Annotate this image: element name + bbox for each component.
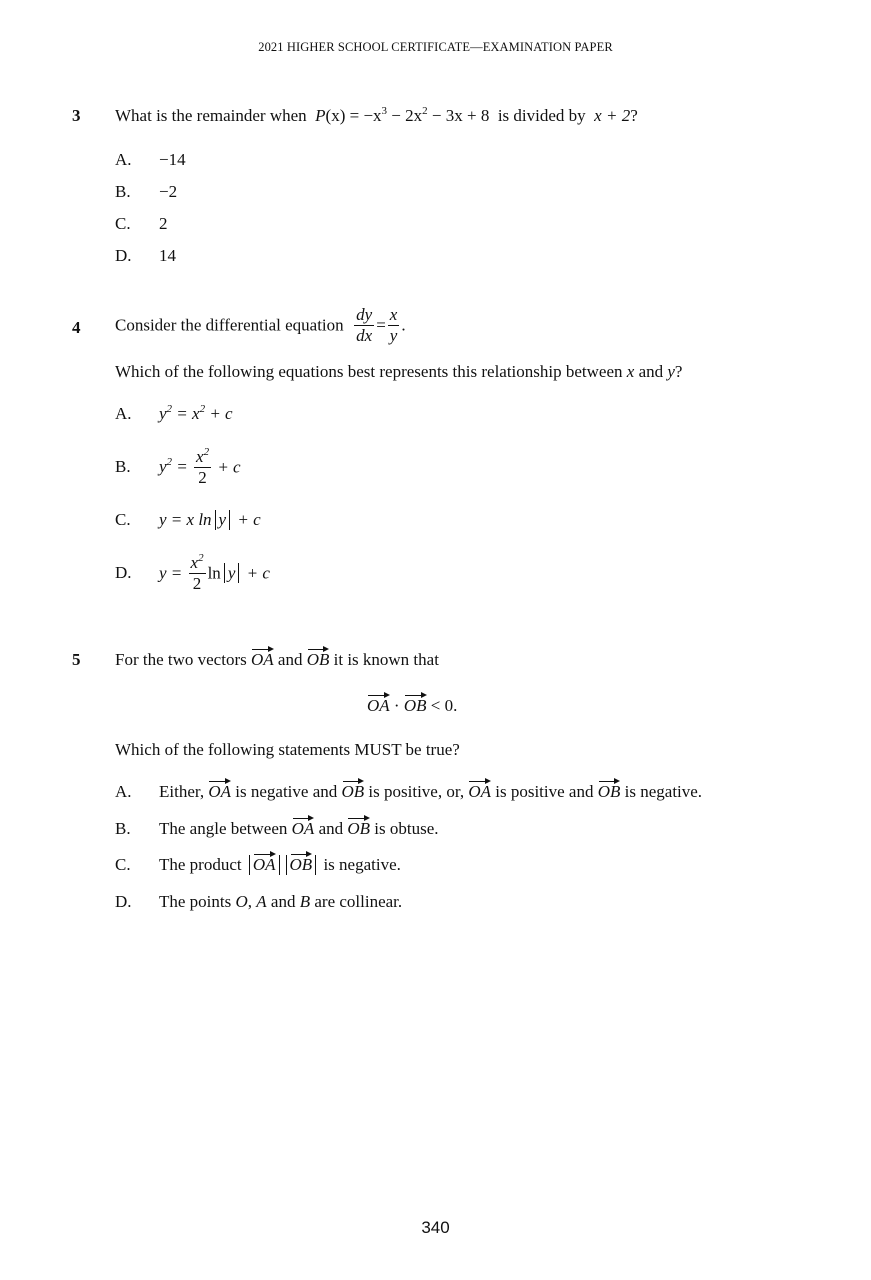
page-number: 340: [421, 1218, 450, 1237]
question-stem: Consider the differential equation $\frac{dy}{dx}$ = $\frac{x}{y}$ .: [115, 305, 406, 345]
option-d[interactable]: D. 14: [115, 246, 176, 265]
question-prompt: Which of the following equations best represents this relationship between x and y?: [115, 362, 683, 381]
option-b[interactable]: B. $y^2$ = $\frac{x^2}{2}$ + c: [115, 446, 241, 487]
vector-oa: OA: [367, 692, 390, 716]
divisor-expression: x + 2: [594, 106, 631, 125]
option-a[interactable]: A. $y^2 = x^2 + c$: [115, 403, 233, 423]
option-a[interactable]: A. Either, OA is negative and OB is positive, or, OA is positive and OB is negative.: [115, 778, 702, 802]
vector-ob: OB: [404, 692, 427, 716]
question-prompt: Which of the following statements MUST be true?: [115, 740, 460, 759]
ratio-fraction: $\frac{x}{y}$: [389, 305, 398, 345]
question-number: 5: [72, 650, 81, 669]
question-stem: For the two vectors OA and OB it is known that: [115, 646, 439, 670]
option-d[interactable]: D. y = $\frac{x^2}{2}$ ln y + c: [115, 552, 270, 593]
vector-oa: OA: [251, 646, 274, 670]
dot-product-inequality: OA · OB < 0.: [367, 692, 457, 716]
stem-text: is divided by: [497, 106, 586, 125]
option-a[interactable]: A. −14: [115, 150, 186, 169]
option-c[interactable]: C. y = x ln y + c: [115, 510, 261, 529]
fraction: $\frac{x^2}{2}$: [190, 552, 204, 593]
vector-ob: OB: [307, 646, 330, 670]
option-b[interactable]: B. −2: [115, 182, 178, 201]
question-number: 4: [72, 318, 81, 337]
page-header: 2021 HIGHER SCHOOL CERTIFICATE—EXAMINATION PAPER: [258, 40, 613, 54]
question-number: 3: [72, 106, 81, 125]
option-b[interactable]: B. The angle between OA and OB is obtuse.: [115, 815, 439, 839]
option-c[interactable]: C. 2: [115, 214, 168, 233]
derivative-fraction: $\frac{dy}{dx}$: [356, 305, 373, 345]
option-c[interactable]: C. The product OA OB is negative.: [115, 851, 401, 875]
fraction: $\frac{x^2}{2}$: [196, 446, 210, 487]
question-stem: What is the remainder when $P(x) = -x^3 - 2x^2 - 3x + 8$ is divided by x + 2?: [115, 105, 638, 125]
stem-text: What is the remainder when: [115, 106, 307, 125]
option-d[interactable]: D. The points O, A and B are collinear.: [115, 892, 403, 911]
polynomial-expression: $P(x) = -x^3 - 2x^2 - 3x + 8$: [315, 105, 490, 125]
